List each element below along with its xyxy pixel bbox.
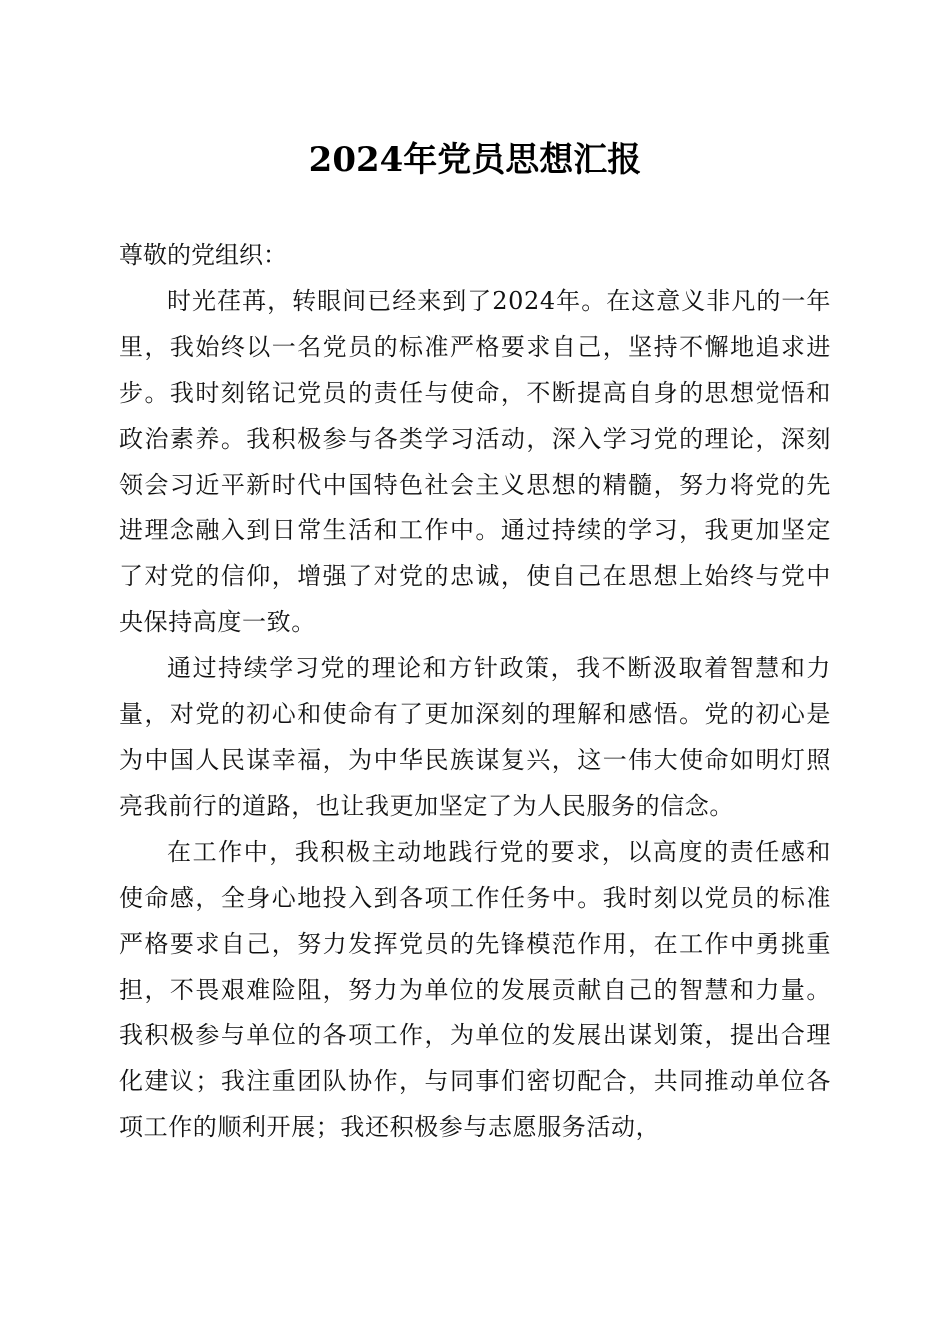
paragraph-2: 通过持续学习党的理论和方针政策，我不断汲取着智慧和力量，对党的初心和使命有了更加深刻的理解和感悟。党的初心是为中国人民谋幸福，为中华民族谋复兴，这一伟大使命如明灯照亮我前行的道路，也让我更加坚定了为人民服务的信念。 bbox=[119, 654, 831, 820]
paragraph-1: 时光荏苒，转眼间已经来到了2024年。在这意义非凡的一年里，我始终以一名党员的标准严格要求自己，坚持不懈地追求进步。我时刻铭记党员的责任与使命，不断提高自身的思想觉悟和政治素养。我积极参与各类学习活动，深入学习党的理论，深刻领会习近平新时代中国特色社会主义思想的精髓，努力将党的先进理念融入到日常生活和工作中。通过持续的学习，我更加坚定了对党的信仰，增强了对党的忠诚，使自己在思想上始终与党中央保持高度一致。 bbox=[119, 286, 831, 637]
document-title: 2024年党员思想汇报 bbox=[308, 140, 642, 180]
paragraph-3: 在工作中，我积极主动地践行党的要求，以高度的责任感和使命感，全身心地投入到各项工作任务中。我时刻以党员的标准严格要求自己，努力发挥党员的先锋模范作用，在工作中勇挑重担，不畏艰难险阻，努力为单位的发展贡献自己的智慧和力量。我积极参与单位的各项工作，为单位的发展出谋划策，提出合理化建议；我注重团队协作，与同事们密切配合，共同推动单位各项工作的顺利开展；我还积极参与志愿服务活动， bbox=[119, 837, 831, 1142]
salutation: 尊敬的党组织： bbox=[119, 241, 287, 269]
document-body bbox=[119, 233, 831, 1151]
